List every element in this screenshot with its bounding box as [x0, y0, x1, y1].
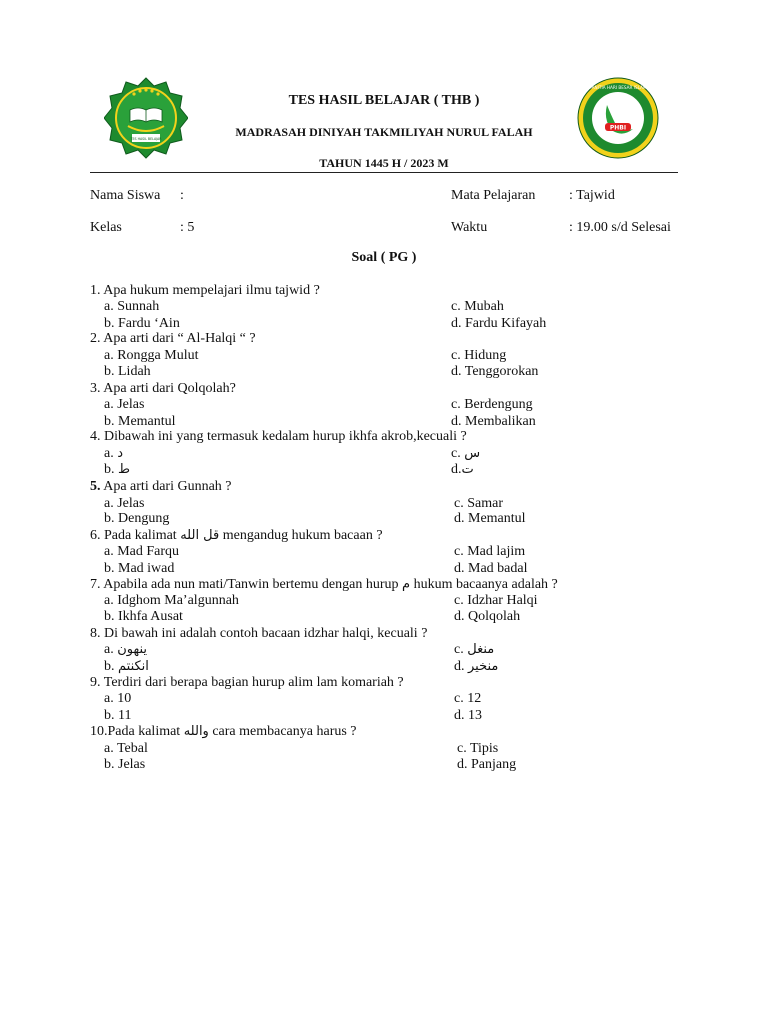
nama-value: : — [180, 188, 184, 203]
kelas-label: Kelas — [90, 220, 122, 235]
option-3c: c. Berdengung — [451, 397, 533, 412]
option-4b: b. ط — [104, 462, 131, 477]
option-2c: c. Hidung — [451, 348, 507, 363]
option-3d: d. Membalikan — [451, 414, 536, 429]
option-2b: b. Lidah — [104, 364, 151, 379]
mapel-value: : Tajwid — [569, 188, 615, 203]
option-1a: a. Sunnah — [104, 299, 160, 314]
option-3b: b. Memantul — [104, 414, 176, 429]
question-10: 10.Pada kalimat والله cara membacanya harus ? — [90, 724, 357, 739]
question-9: 9. Terdiri dari berapa bagian hurup alim lam komariah ? — [90, 675, 404, 690]
option-7b: b. Ikhfa Ausat — [104, 609, 183, 624]
school-logo-icon — [104, 76, 188, 160]
option-10d: d. Panjang — [457, 757, 517, 772]
doc-title: TES HASIL BELAJAR ( THB ) — [288, 93, 480, 108]
right-logo-text: PANITIA HARI BESAR ISLAM — [589, 85, 647, 90]
option-3a: a. Jelas — [104, 397, 145, 412]
right-logo-badge: PHBI — [609, 124, 627, 132]
option-4a: a. د — [104, 446, 124, 461]
option-6b: b. Mad iwad — [104, 561, 175, 576]
question-7: 7. Apabila ada nun mati/Tanwin bertemu dengan hurup م hukum bacaanya adalah ? — [90, 577, 558, 592]
waktu-value: : 19.00 s/d Selesai — [569, 220, 671, 235]
option-5b: b. Dengung — [104, 511, 170, 526]
option-9c: c. 12 — [454, 691, 482, 706]
question-8: 8. Di bawah ini adalah contoh bacaan idzhar halqi, kecuali ? — [90, 626, 428, 641]
nama-label: Nama Siswa — [90, 188, 161, 203]
question-2: 2. Apa arti dari “ Al-Halqi “ ? — [90, 331, 256, 346]
option-2d: d. Tenggorokan — [451, 364, 539, 379]
waktu-label: Waktu — [451, 220, 488, 235]
option-5a: a. Jelas — [104, 496, 145, 511]
school-year: TAHUN 1445 H / 2023 M — [319, 156, 449, 170]
question-6: 6. Pada kalimat قل الله mengandug hukum bacaan ? — [90, 528, 383, 543]
mapel-label: Mata Pelajaran — [451, 188, 536, 203]
option-10a: a. Tebal — [104, 741, 148, 756]
option-8d: d. منخير — [454, 659, 499, 674]
header-divider — [90, 172, 678, 173]
option-6c: c. Mad lajim — [454, 544, 526, 559]
question-3: 3. Apa arti dari Qolqolah? — [90, 381, 236, 396]
option-6a: a. Mad Farqu — [104, 544, 180, 559]
option-9a: a. 10 — [104, 691, 132, 706]
left-logo-text: TES HASIL BELAJAR — [130, 137, 162, 141]
question-5: 5. Apa arti dari Gunnah ? — [90, 479, 232, 494]
option-8c: c. منغل — [454, 642, 495, 657]
question-1: 1. Apa hukum mempelajari ilmu tajwid ? — [90, 283, 320, 298]
option-9d: d. 13 — [454, 708, 482, 723]
question-4: 4. Dibawah ini yang termasuk kedalam hurup ikhfa akrob,kecuali ? — [90, 429, 467, 444]
option-1d: d. Fardu Kifayah — [451, 316, 547, 331]
phbi-logo-icon — [577, 77, 659, 159]
option-9b: b. 11 — [104, 708, 132, 723]
option-7c: c. Idzhar Halqi — [454, 593, 538, 608]
option-8a: a. ينهون — [104, 642, 148, 657]
option-5c: c. Samar — [454, 496, 503, 511]
option-4d: d.ت — [451, 462, 474, 477]
option-7a: a. Idghom Ma’algunnah — [104, 593, 239, 608]
school-name: MADRASAH DINIYAH TAKMILIYAH NURUL FALAH — [235, 125, 533, 139]
option-5d: d. Memantul — [454, 511, 526, 526]
option-6d: d. Mad badal — [454, 561, 528, 576]
option-8b: b. انكنتم — [104, 659, 149, 674]
option-4c: c. س — [451, 446, 481, 461]
kelas-value: : 5 — [180, 220, 195, 235]
option-10c: c. Tipis — [457, 741, 499, 756]
option-2a: a. Rongga Mulut — [104, 348, 199, 363]
option-1b: b. Fardu ‘Ain — [104, 316, 180, 331]
option-1c: c. Mubah — [451, 299, 504, 314]
option-10b: b. Jelas — [104, 757, 146, 772]
section-title: Soal ( PG ) — [351, 250, 417, 265]
option-7d: d. Qolqolah — [454, 609, 521, 624]
